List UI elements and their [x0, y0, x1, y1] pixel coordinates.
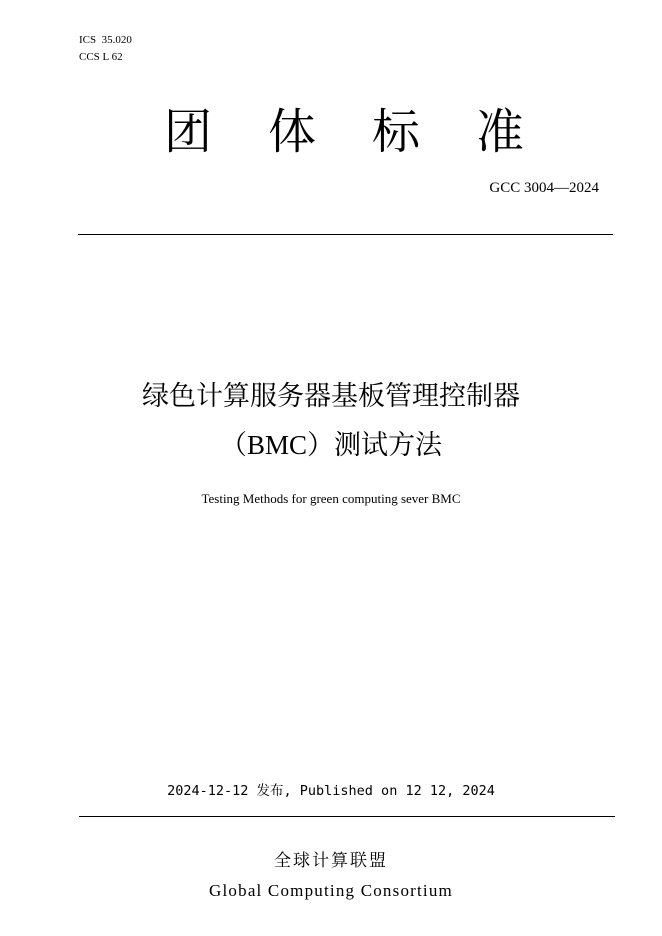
document-title-cn-line1: 绿色计算服务器基板管理控制器 — [142, 381, 520, 412]
publish-date: 2024-12-12 发布, Published on 12 12, 2024 — [167, 783, 495, 799]
document-title-cn-line2: （BMC）测试方法 — [219, 430, 443, 460]
bottom-divider — [79, 816, 615, 817]
ics-code: ICS 35.020 — [79, 34, 132, 46]
organization-name-cn: 全球计算联盟 — [274, 851, 388, 871]
title-char-1: 团 — [164, 104, 213, 160]
title-char-3: 标 — [371, 104, 420, 160]
title-char-2: 体 — [267, 104, 316, 160]
document-title-en: Testing Methods for green computing sever BMC — [201, 491, 461, 506]
group-standard-title — [164, 100, 524, 164]
top-divider — [78, 234, 613, 235]
standard-number: GCC 3004—2024 — [489, 180, 599, 196]
title-char-4: 准 — [475, 104, 524, 160]
organization-name-en: Global Computing Consortium — [209, 881, 453, 900]
ccs-code: CCS L 62 — [79, 51, 123, 63]
